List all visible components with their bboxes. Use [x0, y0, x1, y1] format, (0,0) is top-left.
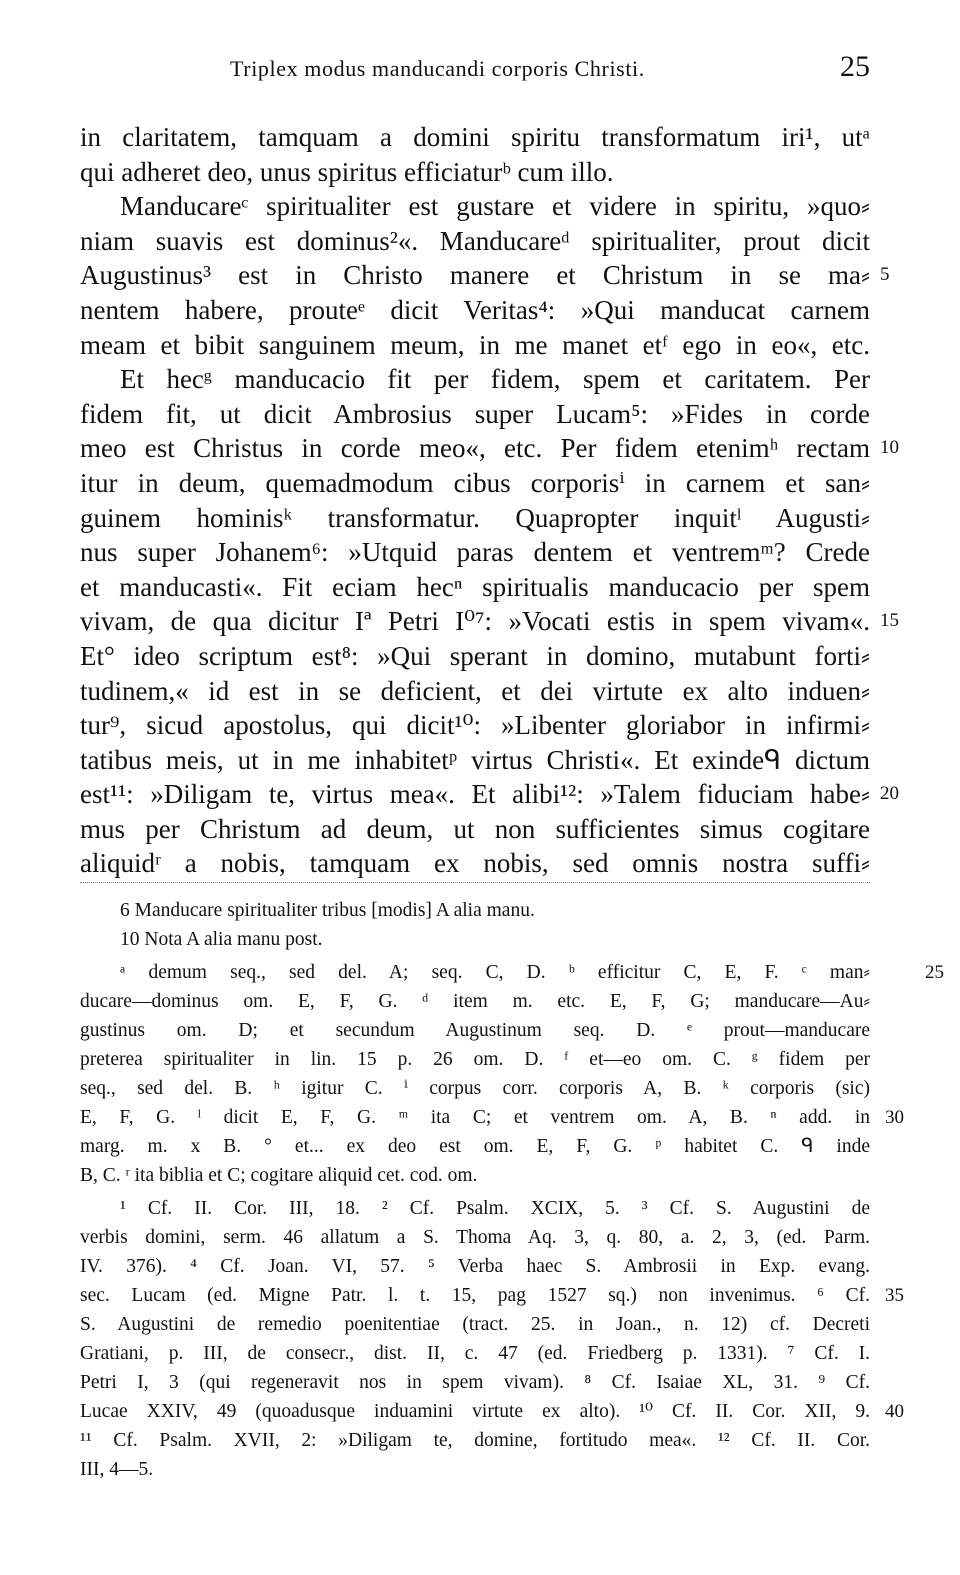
source-note-line: III, 4—5.	[80, 1459, 154, 1480]
apparatus-line: marg. m. x B. ° et... ex deo est om. E, F, G. ᵖ habitet C. ᑫ inde	[80, 1136, 870, 1157]
apparatus-line: preterea spiritualiter in lin. 15 p. 26 om. D. ᶠ et—eo om. C. ᵍ fidem per	[80, 1049, 870, 1070]
text-line-content: meo est Christus in corde meo«, etc. Per fidem etenimʰ rectam	[80, 433, 870, 464]
text-line: mus per Christum ad deum, ut non sufficientes simus cogitare	[80, 813, 870, 844]
apparatus-line-content: E, F, G. ˡ dicit E, F, G. ᵐ ita C; et ventrem om. A, B. ⁿ add. in	[80, 1107, 870, 1128]
source-note-line	[80, 1281, 904, 1310]
text-line: guinem hominisᵏ transformatur. Quapropter inquitˡ Augusti⸗	[80, 502, 870, 533]
footnotes	[80, 896, 944, 1484]
main-text	[80, 120, 899, 881]
line-number: 30	[885, 1107, 904, 1128]
page-number: 25	[840, 50, 870, 83]
apparatus-line	[80, 958, 944, 987]
text-line-content: est¹¹: »Diligam te, virtus mea«. Et alibi¹²: »Talem fiduciam habe⸗	[80, 779, 870, 810]
line-number: 25	[925, 962, 944, 983]
apparatus-line-content: ᵃ demum seq., sed del. A; seq. C, D. ᵇ efficitur C, E, F. ᶜ man⸗	[120, 962, 870, 983]
text-line: tur⁹, sicud apostolus, qui dicit¹⁰: »Libenter gloriabor in infirmi⸗	[80, 710, 870, 741]
text-line: itur in deum, quemadmodum cibus corporisⁱ in carnem et san⸗	[80, 467, 870, 498]
text-line: tudinem,« id est in se deficient, et dei virtute ex alto induen⸗	[80, 675, 870, 706]
marginal-note: 10 Nota A alia manu post.	[120, 929, 323, 950]
line-number: 20	[880, 783, 899, 805]
text-line: meam et bibit sanguinem meum, in me manet etᶠ ego in eo«, etc.	[80, 329, 870, 360]
text-line: qui adheret deo, unus spiritus efficiaturᵇ cum illo.	[80, 156, 614, 187]
text-line: nentem habere, prouteᵉ dicit Veritas⁴: »Qui manducat carnem	[80, 294, 870, 325]
apparatus-line: ducare—dominus om. E, F, G. ᵈ item m. etc. E, F, G; manducare—Au⸗	[80, 991, 870, 1012]
source-note-line: Petri I, 3 (qui regeneravit nos in spem vivam). ⁸ Cf. Isaiae XL, 31. ⁹ Cf.	[80, 1372, 870, 1393]
page-header	[80, 50, 870, 92]
text-line: Manducareᶜ spiritualiter est gustare et videre in spiritu, »quo⸗	[120, 191, 870, 222]
source-note-line: IV. 376). ⁴ Cf. Joan. VI, 57. ⁵ Verba haec S. Ambrosii in Exp. evang.	[80, 1256, 870, 1277]
text-line: tatibus meis, ut in me inhabitetᵖ virtus Christi«. Et exindeᑫ dictum	[80, 744, 870, 775]
apparatus-line: seq., sed del. B. ʰ igitur C. ⁱ corpus corr. corporis A, B. ᵏ corporis (sic)	[80, 1078, 870, 1099]
text-line-content: Augustinus³ est in Christo manere et Christum in se ma⸗	[80, 260, 870, 291]
text-line	[80, 258, 890, 293]
source-note-line-content: sec. Lucam (ed. Migne Patr. l. t. 15, pag 1527 sq.) non invenimus. ⁶ Cf.	[80, 1285, 870, 1306]
source-note-line: verbis domini, serm. 46 allatum a S. Thoma Aq. 3, q. 80, a. 2, 3, (ed. Parm.	[80, 1227, 870, 1248]
line-number: 10	[880, 437, 899, 459]
marginal-note: 6 Manducare spiritualiter tribus [modis] A alia manu.	[120, 900, 535, 921]
text-line	[80, 431, 899, 466]
apparatus-line	[80, 1103, 904, 1132]
text-line: Et° ideo scriptum est⁸: »Qui sperant in domino, mutabunt forti⸗	[80, 640, 870, 671]
text-line-content: vivam, de qua dicitur Iª Petri I⁰⁷: »Vocati estis in spem vivam«.	[80, 606, 870, 637]
source-note-line	[80, 1397, 904, 1426]
text-line: niam suavis est dominus²«. Manducareᵈ spiritualiter, prout dicit	[80, 225, 870, 256]
text-line: in claritatem, tamquam a domini spiritu transformatum iri¹, utᵃ	[80, 122, 870, 152]
text-line: et manducasti«. Fit eciam hecⁿ spiritualis manducacio per spem	[80, 571, 870, 602]
line-number: 35	[885, 1285, 904, 1306]
text-line: aliquidʳ a nobis, tamquam ex nobis, sed omnis nostra suffi⸗	[80, 848, 870, 879]
line-number: 15	[880, 610, 899, 632]
source-note-line: ¹¹ Cf. Psalm. XVII, 2: »Diligam te, domine, fortitudo mea«. ¹² Cf. II. Cor.	[80, 1430, 870, 1451]
line-number: 5	[880, 264, 890, 286]
running-title: Triplex modus manducandi corporis Christi.	[230, 56, 645, 81]
text-line	[80, 777, 899, 812]
footnote-divider	[80, 882, 870, 883]
apparatus-line: B, C. ʳ ita biblia et C; cogitare aliquid cet. cod. om.	[80, 1165, 478, 1186]
line-number: 40	[885, 1401, 904, 1422]
source-note-line: Gratiani, p. III, de consecr., dist. II, c. 47 (ed. Friedberg p. 1331). ⁷ Cf. I.	[80, 1343, 870, 1364]
source-note-line: S. Augustini de remedio poenitentiae (tract. 25. in Joan., n. 12) cf. Decreti	[80, 1314, 870, 1335]
apparatus-line: gustinus om. D; et secundum Augustinum seq. D. ᵉ prout—manducare	[80, 1020, 870, 1041]
source-note-line: ¹ Cf. II. Cor. III, 18. ² Cf. Psalm. XCIX, 5. ³ Cf. S. Augustini de	[120, 1198, 870, 1219]
text-line: nus super Johanem⁶: »Utquid paras dentem et ventremᵐ? Crede	[80, 537, 870, 568]
text-line: Et hecᵍ manducacio fit per fidem, spem et caritatem. Per	[120, 364, 870, 395]
text-line	[80, 604, 899, 639]
source-note-line-content: Lucae XXIV, 49 (quoadusque induamini virtute ex alto). ¹⁰ Cf. II. Cor. XII, 9.	[80, 1401, 870, 1422]
text-line: fidem fit, ut dicit Ambrosius super Lucam⁵: »Fides in corde	[80, 398, 870, 429]
